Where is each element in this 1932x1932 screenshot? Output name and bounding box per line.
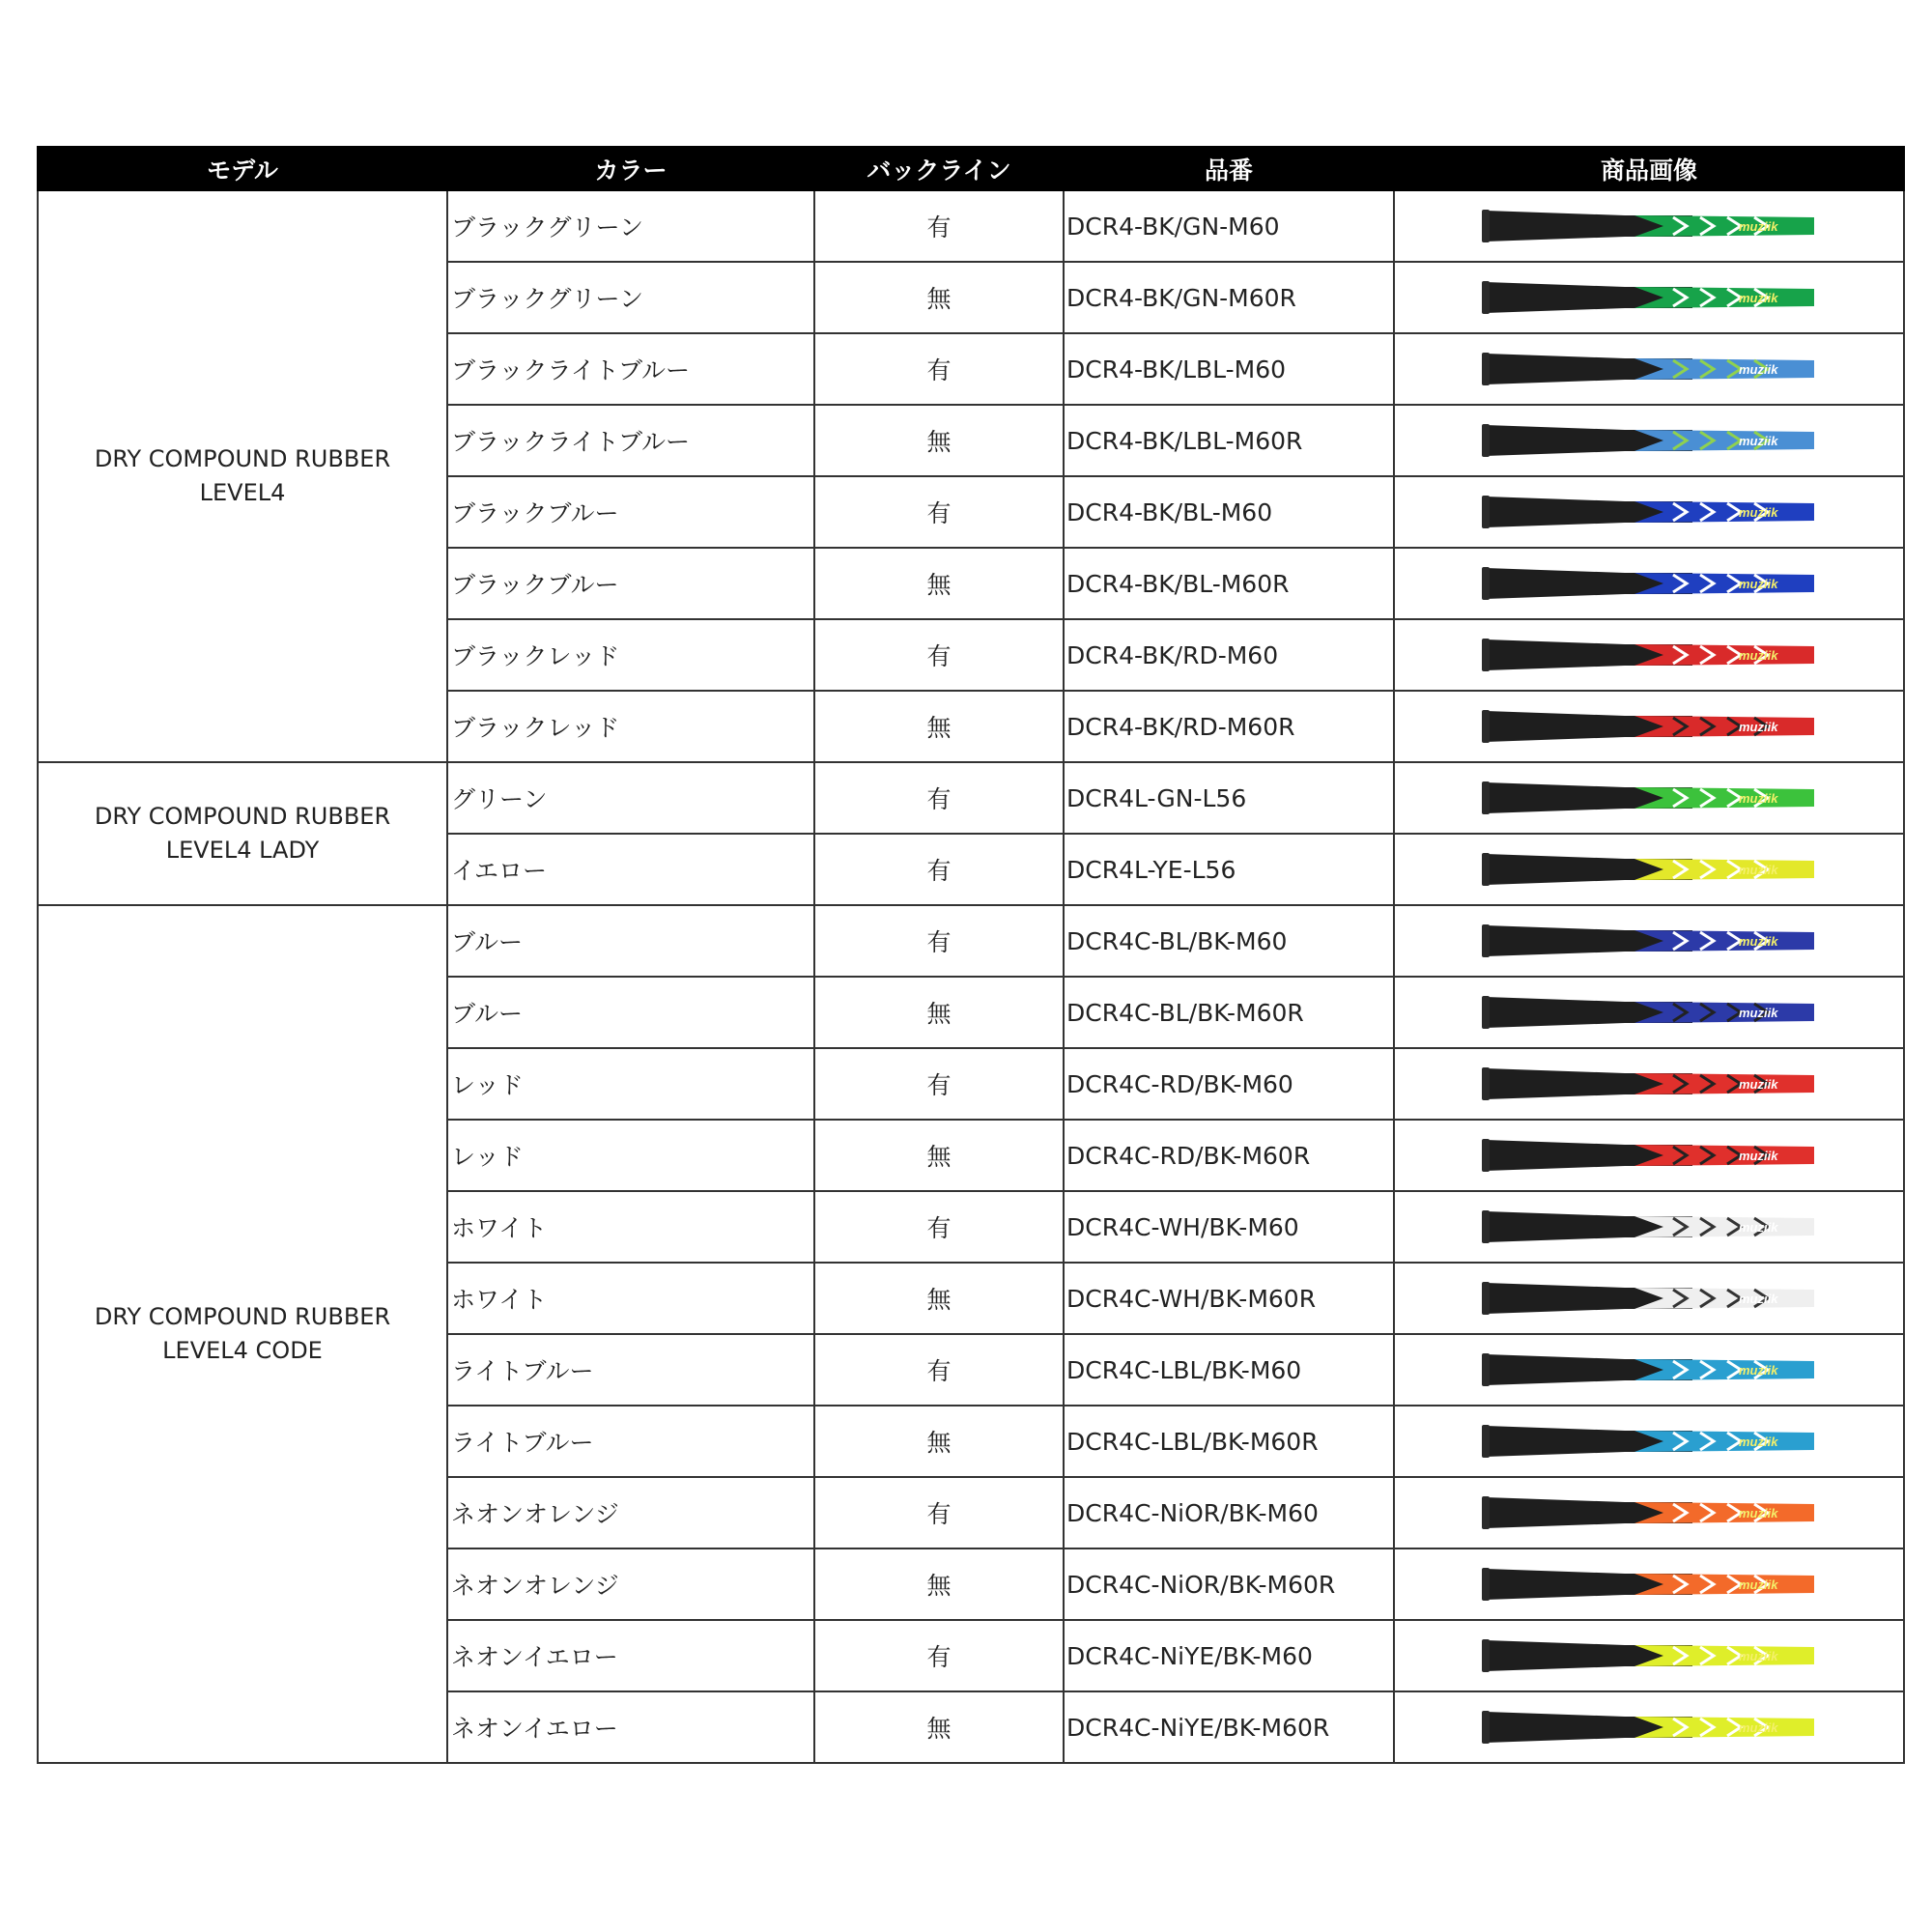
grip-image — [1480, 1277, 1818, 1320]
grip-cap — [1482, 710, 1490, 743]
color-cell: ブラックグリーン — [447, 262, 814, 333]
product-image-cell — [1394, 834, 1904, 905]
grip-body — [1486, 1283, 1692, 1314]
grip-body — [1486, 354, 1692, 384]
grip-cap — [1482, 424, 1490, 457]
grip-brand-text: muziik — [1739, 648, 1778, 663]
product-image-cell — [1394, 1691, 1904, 1763]
grip-body — [1486, 1569, 1692, 1600]
part-number-cell: DCR4L-YE-L56 — [1064, 834, 1394, 905]
grip-image — [1480, 1492, 1818, 1534]
part-number-cell: DCR4C-WH/BK-M60R — [1064, 1263, 1394, 1334]
grip-body — [1486, 1712, 1692, 1743]
grip-image — [1480, 634, 1818, 676]
grip-cap — [1482, 1496, 1490, 1529]
grip-brand-text: muziik — [1739, 1435, 1778, 1449]
product-image-cell — [1394, 1406, 1904, 1477]
grip-image — [1480, 276, 1818, 319]
part-number-cell: DCR4-BK/GN-M60R — [1064, 262, 1394, 333]
grip-cap — [1482, 567, 1490, 600]
model-cell — [38, 190, 447, 762]
grip-image — [1480, 1134, 1818, 1177]
grip-body — [1486, 425, 1692, 456]
model-name-line1: DRY COMPOUND RUBBER — [94, 445, 391, 472]
part-number-cell: DCR4-BK/GN-M60 — [1064, 190, 1394, 262]
grip-body — [1486, 497, 1692, 527]
header-product-image: 商品画像 — [1394, 147, 1904, 190]
grip-body — [1486, 1354, 1692, 1385]
grip-image — [1480, 1206, 1818, 1248]
model-name-line2: LEVEL4 LADY — [165, 837, 320, 864]
model-cell — [38, 762, 447, 905]
grip-image — [1480, 1634, 1818, 1677]
backline-cell: 無 — [814, 1548, 1064, 1620]
grip-brand-text: muziik — [1739, 505, 1778, 520]
grip-image — [1480, 562, 1818, 605]
product-table — [37, 146, 1905, 1764]
grip-cap — [1482, 1139, 1490, 1172]
color-cell: ライトブルー — [447, 1334, 814, 1406]
header-model: モデル — [38, 147, 447, 190]
model-name-line1: DRY COMPOUND RUBBER — [94, 803, 391, 830]
grip-image — [1480, 705, 1818, 748]
color-cell: ホワイト — [447, 1191, 814, 1263]
color-cell: ネオンオレンジ — [447, 1477, 814, 1548]
product-image-cell — [1394, 1334, 1904, 1406]
backline-cell: 有 — [814, 619, 1064, 691]
grip-brand-text: muziik — [1739, 1577, 1778, 1592]
part-number-cell: DCR4C-LBL/BK-M60 — [1064, 1334, 1394, 1406]
grip-cap — [1482, 1282, 1490, 1315]
grip-cap — [1482, 639, 1490, 671]
color-cell: ブラックレッド — [447, 619, 814, 691]
grip-image — [1480, 1349, 1818, 1391]
part-number-cell: DCR4-BK/BL-M60R — [1064, 548, 1394, 619]
product-image-cell — [1394, 190, 1904, 262]
grip-brand-text: muziik — [1739, 1506, 1778, 1520]
grip-cap — [1482, 210, 1490, 242]
header-part-number: 品番 — [1064, 147, 1394, 190]
grip-brand-text: muziik — [1739, 1649, 1778, 1663]
part-number-cell: DCR4C-NiYE/BK-M60 — [1064, 1620, 1394, 1691]
grip-brand-text: muziik — [1739, 1077, 1778, 1092]
product-image-cell — [1394, 1477, 1904, 1548]
color-cell: ホワイト — [447, 1263, 814, 1334]
model-name-line2: LEVEL4 CODE — [162, 1337, 323, 1364]
grip-image — [1480, 1063, 1818, 1105]
backline-cell: 無 — [814, 1691, 1064, 1763]
product-image-cell — [1394, 262, 1904, 333]
backline-cell: 無 — [814, 1406, 1064, 1477]
color-cell: ネオンオレンジ — [447, 1548, 814, 1620]
backline-cell: 有 — [814, 762, 1064, 834]
grip-body — [1486, 1211, 1692, 1242]
grip-cap — [1482, 996, 1490, 1029]
grip-image — [1480, 1706, 1818, 1748]
header-backline: バックライン — [814, 147, 1064, 190]
color-cell: ブルー — [447, 905, 814, 977]
product-image-cell — [1394, 1120, 1904, 1191]
color-cell: ネオンイエロー — [447, 1620, 814, 1691]
model-name-line1: DRY COMPOUND RUBBER — [94, 1303, 391, 1330]
product-image-cell — [1394, 476, 1904, 548]
grip-body — [1486, 282, 1692, 313]
grip-body — [1486, 1140, 1692, 1171]
grip-body — [1486, 997, 1692, 1028]
part-number-cell: DCR4C-RD/BK-M60 — [1064, 1048, 1394, 1120]
grip-cap — [1482, 781, 1490, 814]
backline-cell: 無 — [814, 691, 1064, 762]
product-image-cell — [1394, 905, 1904, 977]
grip-cap — [1482, 353, 1490, 385]
grip-image — [1480, 1563, 1818, 1605]
grip-image — [1480, 848, 1818, 891]
grip-cap — [1482, 1711, 1490, 1744]
backline-cell: 有 — [814, 190, 1064, 262]
grip-image — [1480, 991, 1818, 1034]
table-body — [38, 190, 1904, 1763]
grip-brand-text: muziik — [1739, 1220, 1778, 1235]
table-row — [38, 762, 1904, 834]
grip-cap — [1482, 1568, 1490, 1601]
grip-brand-text: muziik — [1739, 934, 1778, 949]
backline-cell: 有 — [814, 333, 1064, 405]
grip-brand-text: muziik — [1739, 1006, 1778, 1020]
backline-cell: 有 — [814, 1334, 1064, 1406]
grip-cap — [1482, 1067, 1490, 1100]
product-image-cell — [1394, 1620, 1904, 1691]
backline-cell: 無 — [814, 1120, 1064, 1191]
table-row — [38, 905, 1904, 977]
color-cell: ブラックレッド — [447, 691, 814, 762]
grip-body — [1486, 1426, 1692, 1457]
part-number-cell: DCR4C-RD/BK-M60R — [1064, 1120, 1394, 1191]
backline-cell: 有 — [814, 1620, 1064, 1691]
model-cell — [38, 905, 447, 1763]
color-cell: レッド — [447, 1048, 814, 1120]
header-color: カラー — [447, 147, 814, 190]
part-number-cell: DCR4-BK/LBL-M60 — [1064, 333, 1394, 405]
backline-cell: 有 — [814, 1191, 1064, 1263]
color-cell: ブラックブルー — [447, 548, 814, 619]
grip-body — [1486, 1497, 1692, 1528]
grip-brand-text: muziik — [1739, 863, 1778, 877]
backline-cell: 有 — [814, 905, 1064, 977]
part-number-cell: DCR4-BK/RD-M60 — [1064, 619, 1394, 691]
grip-brand-text: muziik — [1739, 577, 1778, 591]
grip-cap — [1482, 496, 1490, 528]
grip-cap — [1482, 281, 1490, 314]
color-cell: ブラックライトブルー — [447, 405, 814, 476]
model-name-line2: LEVEL4 — [199, 479, 286, 506]
grip-body — [1486, 639, 1692, 670]
part-number-cell: DCR4L-GN-L56 — [1064, 762, 1394, 834]
grip-cap — [1482, 1353, 1490, 1386]
grip-body — [1486, 854, 1692, 885]
product-image-cell — [1394, 1048, 1904, 1120]
product-image-cell — [1394, 333, 1904, 405]
grip-brand-text: muziik — [1739, 362, 1778, 377]
color-cell: レッド — [447, 1120, 814, 1191]
grip-body — [1486, 925, 1692, 956]
grip-brand-text: muziik — [1739, 291, 1778, 305]
product-image-cell — [1394, 691, 1904, 762]
color-cell: ネオンイエロー — [447, 1691, 814, 1763]
grip-cap — [1482, 924, 1490, 957]
backline-cell: 有 — [814, 1048, 1064, 1120]
color-cell: ライトブルー — [447, 1406, 814, 1477]
backline-cell: 有 — [814, 476, 1064, 548]
backline-cell: 無 — [814, 262, 1064, 333]
grip-image — [1480, 348, 1818, 390]
grip-body — [1486, 782, 1692, 813]
grip-body — [1486, 1068, 1692, 1099]
part-number-cell: DCR4C-BL/BK-M60 — [1064, 905, 1394, 977]
color-cell: グリーン — [447, 762, 814, 834]
part-number-cell: DCR4C-NiOR/BK-M60 — [1064, 1477, 1394, 1548]
product-image-cell — [1394, 405, 1904, 476]
grip-brand-text: muziik — [1739, 1720, 1778, 1735]
product-image-cell — [1394, 548, 1904, 619]
grip-body — [1486, 711, 1692, 742]
grip-brand-text: muziik — [1739, 720, 1778, 734]
grip-cap — [1482, 853, 1490, 886]
grip-image — [1480, 777, 1818, 819]
grip-cap — [1482, 1639, 1490, 1672]
grip-image — [1480, 205, 1818, 247]
part-number-cell: DCR4-BK/RD-M60R — [1064, 691, 1394, 762]
color-cell: ブラックブルー — [447, 476, 814, 548]
backline-cell: 無 — [814, 548, 1064, 619]
product-image-cell — [1394, 1191, 1904, 1263]
part-number-cell: DCR4-BK/BL-M60 — [1064, 476, 1394, 548]
grip-body — [1486, 211, 1692, 242]
grip-body — [1486, 568, 1692, 599]
grip-cap — [1482, 1210, 1490, 1243]
grip-brand-text: muziik — [1739, 1292, 1778, 1306]
part-number-cell: DCR4C-LBL/BK-M60R — [1064, 1406, 1394, 1477]
grip-brand-text: muziik — [1739, 1149, 1778, 1163]
grip-body — [1486, 1640, 1692, 1671]
backline-cell: 無 — [814, 977, 1064, 1048]
backline-cell: 無 — [814, 405, 1064, 476]
grip-image — [1480, 920, 1818, 962]
product-image-cell — [1394, 619, 1904, 691]
grip-brand-text: muziik — [1739, 791, 1778, 806]
backline-cell: 有 — [814, 1477, 1064, 1548]
product-image-cell — [1394, 977, 1904, 1048]
part-number-cell: DCR4-BK/LBL-M60R — [1064, 405, 1394, 476]
grip-brand-text: muziik — [1739, 219, 1778, 234]
color-cell: ブラックライトブルー — [447, 333, 814, 405]
part-number-cell: DCR4C-WH/BK-M60 — [1064, 1191, 1394, 1263]
product-image-cell — [1394, 762, 1904, 834]
header-row — [38, 147, 1904, 190]
color-cell: ブルー — [447, 977, 814, 1048]
backline-cell: 有 — [814, 834, 1064, 905]
color-cell: ブラックグリーン — [447, 190, 814, 262]
color-cell: イエロー — [447, 834, 814, 905]
product-image-cell — [1394, 1548, 1904, 1620]
backline-cell: 無 — [814, 1263, 1064, 1334]
part-number-cell: DCR4C-BL/BK-M60R — [1064, 977, 1394, 1048]
grip-image — [1480, 1420, 1818, 1463]
part-number-cell: DCR4C-NiOR/BK-M60R — [1064, 1548, 1394, 1620]
grip-image — [1480, 491, 1818, 533]
product-image-cell — [1394, 1263, 1904, 1334]
grip-brand-text: muziik — [1739, 434, 1778, 448]
part-number-cell: DCR4C-NiYE/BK-M60R — [1064, 1691, 1394, 1763]
grip-brand-text: muziik — [1739, 1363, 1778, 1378]
grip-cap — [1482, 1425, 1490, 1458]
grip-image — [1480, 419, 1818, 462]
table-row — [38, 190, 1904, 262]
